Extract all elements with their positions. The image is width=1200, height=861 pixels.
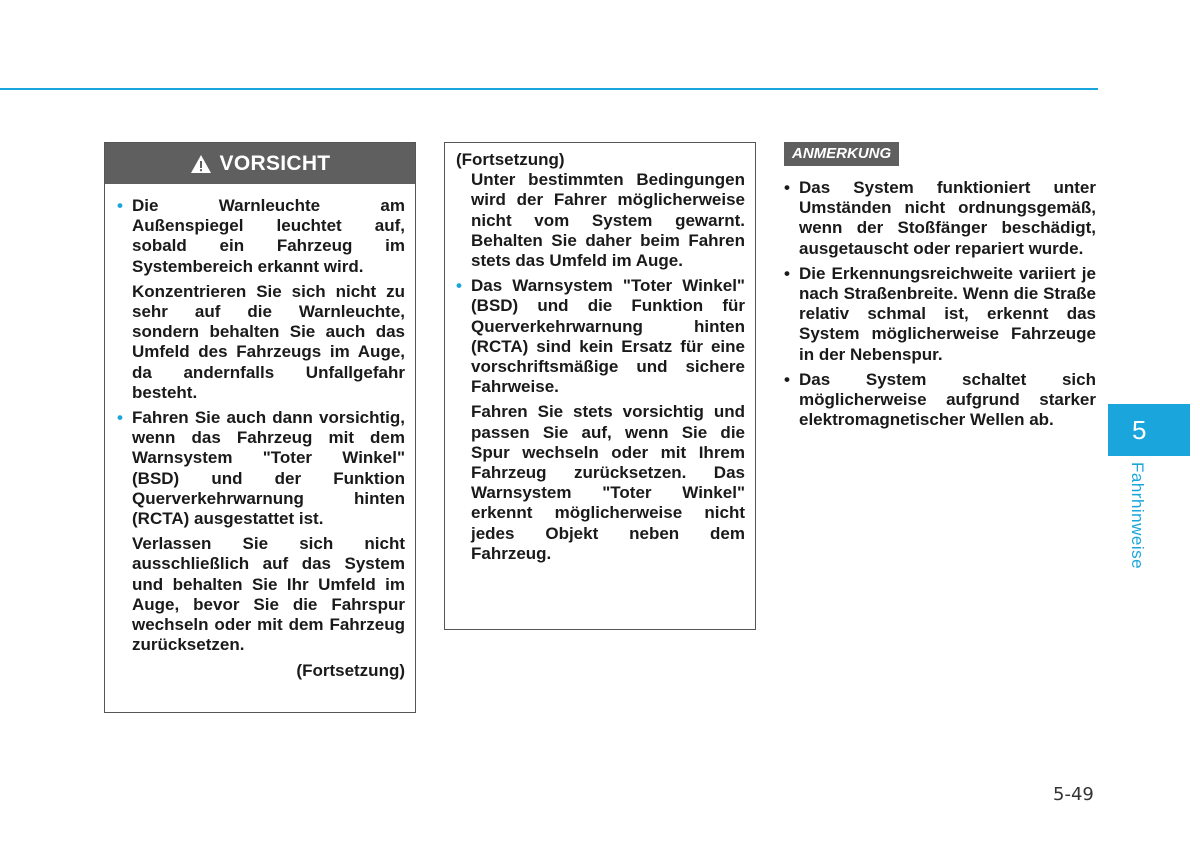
warning-triangle-icon: [190, 154, 212, 174]
caution-item-text: Die Warnleuchte am Außenspiegel leuchtet auf, sobald ein Fahrzeug im Systembereich erkannt wird.: [132, 196, 405, 276]
bullet: •: [117, 196, 123, 215]
chapter-number: 5: [1132, 414, 1147, 445]
caution-box: [104, 142, 416, 713]
chapter-tab: [1108, 404, 1190, 456]
continuation-box: [444, 142, 756, 630]
note-item: [784, 264, 1096, 365]
continuation-item: [456, 276, 745, 564]
caution-title: VORSICHT: [219, 151, 331, 175]
note-section: [784, 142, 1096, 435]
continuation-item-extra: Fahren Sie stets vorsichtig und passen Sie auf, wenn Sie die Spur wechseln oder mit Ihrem Fahrzeug zurücksetzen. Das Warnsystem "Toter Winkel" erkennt möglicherweise nicht jedes Objekt neben dem Fahrzeug.: [471, 402, 745, 563]
caution-item-extra: Konzentrieren Sie sich nicht zu sehr auf die Warnleuchte, sondern behalten Sie auch das Umfeld des Fahrzeugs im Auge, da andernfalls Unfallgefahr besteht.: [132, 281, 405, 402]
caution-item-extra: Verlassen Sie sich nicht ausschließlich auf das System und behalten Sie Ihr Umfeld im Auge, bevor Sie die Fahrspur wechseln oder mit dem Fahrzeug zurücksetzen.: [132, 534, 405, 655]
page-number: 5-49: [1053, 784, 1094, 805]
note-item-text: Die Erkennungsreichweite variiert je nach Straßenbreite. Wenn die Straße relativ schmal ist, erkennt das System möglicherweise Fahrzeuge in der Nebenspur.: [799, 263, 1096, 364]
caution-item: [117, 408, 405, 655]
continuation-intro: Unter bestimmten Bedingungen wird der Fahrer möglicherweise nicht vom System gewarnt. Behalten Sie daher beim Fahren stets das Umfeld im Auge.: [471, 170, 745, 271]
note-item-text: Das System funktioniert unter Umständen nicht ordnungsgemäß, wenn der Stoßfänger beschädigt, ausgetauscht oder repariert wurde.: [799, 178, 1096, 258]
continued-label: (Fortsetzung): [296, 661, 405, 681]
bullet: •: [784, 263, 790, 283]
bullet: •: [456, 276, 462, 296]
caution-item: [117, 196, 405, 403]
note-item: [784, 178, 1096, 259]
bullet: •: [784, 369, 790, 389]
bullet: •: [117, 408, 123, 428]
chapter-label: Fahrhinweise: [1128, 462, 1147, 570]
note-item-text: Das System schaltet sich möglicherweise aufgrund starker elektromagnetischer Wellen ab.: [799, 369, 1096, 430]
caution-item-text: Fahren Sie auch dann vorsichtig, wenn das Fahrzeug mit dem Warnsystem "Toter Winkel" (BSD) und der Funktion Querverkehrwarnung hinten (RCTA) ausgestattet ist.: [132, 408, 405, 529]
bullet: •: [784, 178, 790, 197]
caution-header: [105, 143, 415, 184]
continuation-item-text: Das Warnsystem "Toter Winkel" (BSD) und die Funktion für Querverkehrwarnung hinten (RCTA) sind kein Ersatz für eine vorschriftsmäßige und sichere Fahrweise.: [471, 276, 745, 397]
note-badge: ANMERKUNG: [784, 142, 899, 166]
note-item: [784, 370, 1096, 431]
continuation-header: (Fortsetzung): [456, 150, 565, 169]
top-rule: [0, 88, 1098, 90]
